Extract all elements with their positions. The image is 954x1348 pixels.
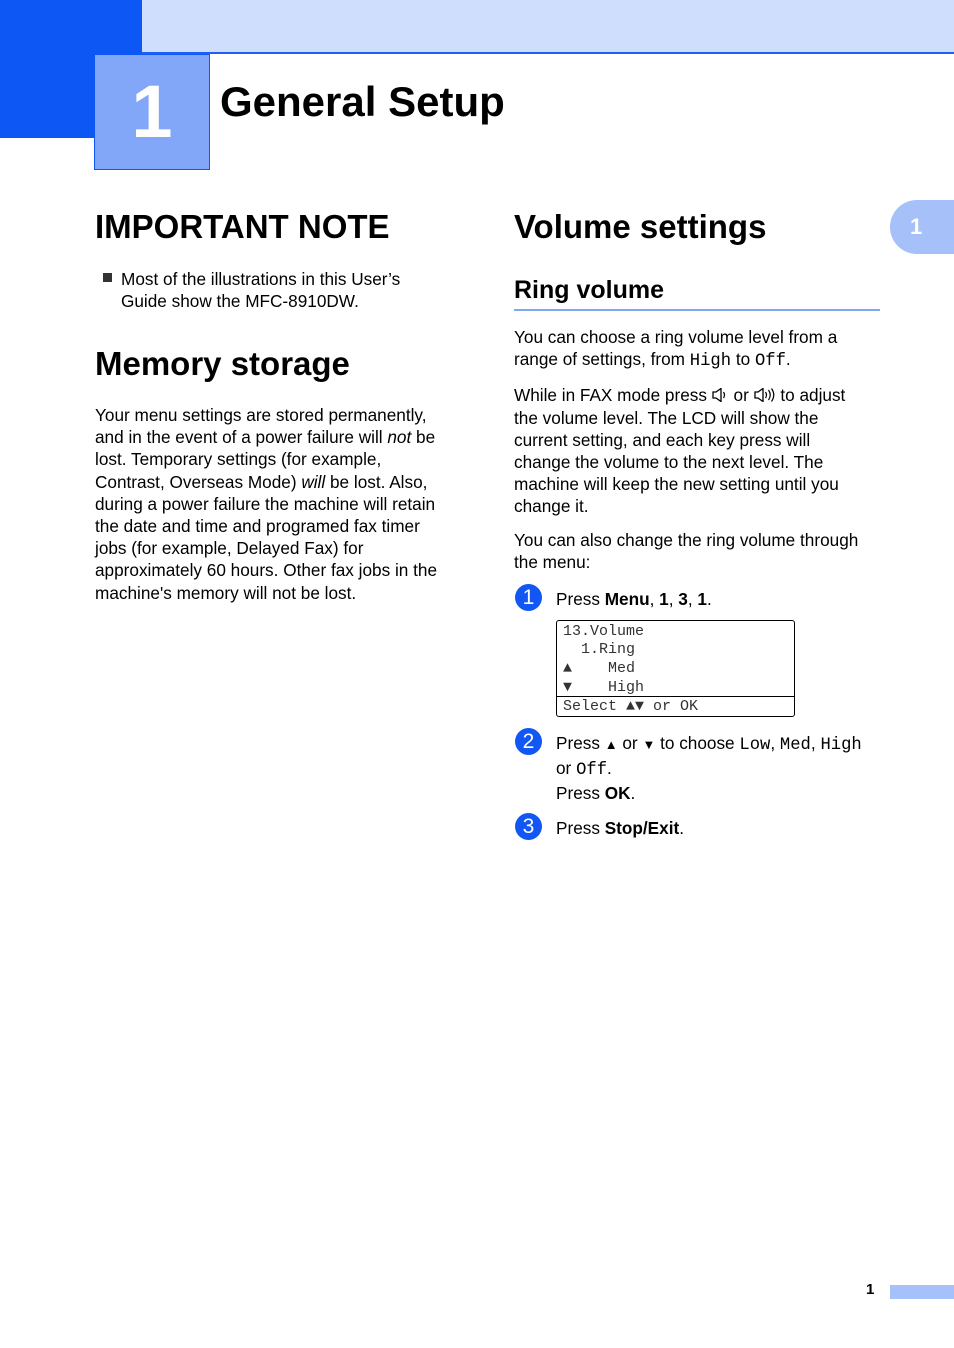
- step-2-number-icon: 2: [515, 728, 542, 755]
- memory-storage-paragraph: Your menu settings are stored permanently, and in the event of a power failure will not be lost. Temporary settings (for example, Contrast, Overseas Mode) will be lost. Also, during a power failure the machine will retain the date and time and programed fax timer jobs (for example, Delayed Fax) for approximately 60 hours. Other fax jobs in the machine's memory will not be lost.: [95, 405, 438, 603]
- volume-down-key-icon: [712, 388, 729, 402]
- step-3-text: Press Stop/Exit.: [556, 818, 684, 838]
- lcd-row-option-med: ▲ Med: [563, 660, 636, 677]
- page-number: 1: [866, 1281, 875, 1298]
- header-band: [142, 0, 954, 54]
- lcd-row-submenu: 1.Ring: [563, 641, 636, 658]
- step-2-text: Press ▲ or ▼ to choose Low, Med, High or Off. Press OK.: [556, 733, 862, 803]
- lcd-row-menu: 13.Volume: [563, 623, 645, 640]
- chapter-title: General Setup: [220, 78, 505, 125]
- lcd-row-option-high: ▼ High: [563, 679, 645, 696]
- chapter-side-tab[interactable]: 1: [890, 200, 954, 254]
- step-1-text: Press Menu, 1, 3, 1.: [556, 589, 712, 609]
- volume-up-key-icon: [754, 388, 776, 402]
- step-3-number-icon: 3: [515, 813, 542, 840]
- memory-storage-heading: Memory storage: [95, 345, 350, 382]
- footer-accent-bar: [890, 1285, 954, 1299]
- important-note-text: Most of the illustrations in this User’s Guide show the MFC-8910DW.: [121, 269, 401, 312]
- lcd-display: [556, 620, 795, 717]
- chapter-number-box: 1: [94, 54, 210, 170]
- down-arrow-icon: ▼: [642, 737, 656, 752]
- ring-volume-heading: Ring volume: [514, 276, 880, 311]
- up-arrow-icon: ▲: [604, 737, 618, 752]
- lcd-footer: Select ▲▼ or OK: [563, 698, 699, 715]
- step-1-number-icon: 1: [515, 584, 542, 611]
- ring-volume-paragraphs: You can choose a ring volume level from a range of settings, from High to Off. While in FAX mode press or to adjust the volume level. The LCD will show the current setting, and each key press will change the volume to the next level. The machine will keep the new setting until you change it. You can also change the ring volume through the menu:: [514, 327, 859, 572]
- square-bullet-icon: [103, 273, 112, 282]
- volume-settings-heading: Volume settings: [514, 208, 767, 245]
- important-note-heading: IMPORTANT NOTE: [95, 208, 390, 245]
